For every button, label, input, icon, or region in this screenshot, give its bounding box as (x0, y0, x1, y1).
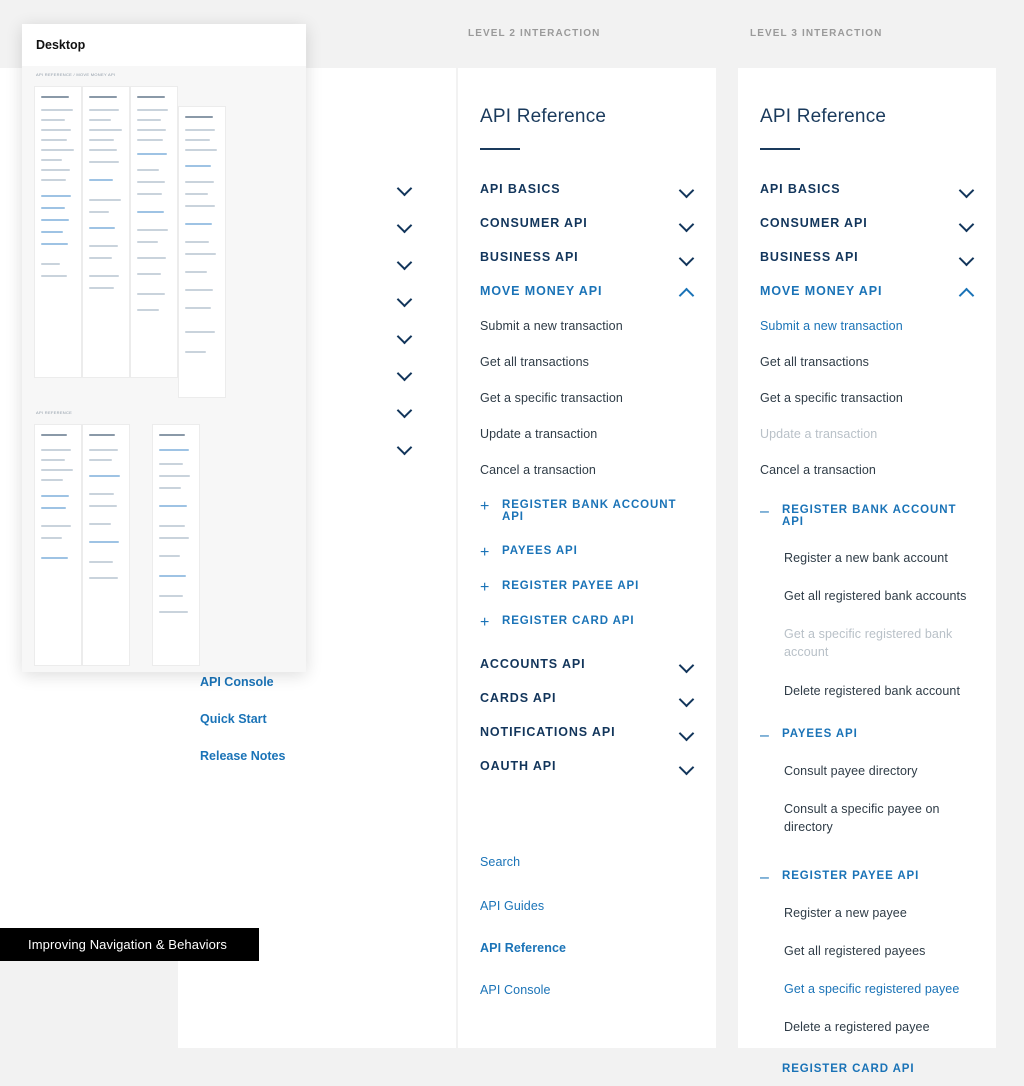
list-item-active[interactable]: Submit a new transaction (760, 319, 903, 333)
chevron-down-icon (398, 328, 412, 342)
thumbnail-page (82, 424, 130, 666)
list-item[interactable]: Delete registered bank account (784, 683, 961, 698)
list-item[interactable]: Get all transactions (760, 355, 869, 369)
subsection-payees-api[interactable] (480, 534, 694, 569)
chevron-down-icon (680, 657, 694, 671)
overlay-title: Desktop (36, 38, 86, 52)
chevron-down-icon (960, 182, 974, 196)
title-rule (480, 148, 520, 150)
chevron-up-icon (680, 284, 694, 298)
chevron-down-icon (680, 759, 694, 773)
list-item[interactable]: Get all registered bank accounts (784, 589, 967, 604)
list-item[interactable]: Update a transaction (480, 427, 598, 441)
footer-link-api-console[interactable]: API Console (200, 675, 274, 689)
footer-link-api-console[interactable]: API Console (480, 983, 551, 997)
list-item[interactable]: Delete a registered payee (784, 1020, 930, 1035)
thumbnail-group-bottom (22, 406, 306, 676)
thumbnail-page (130, 86, 178, 378)
chevron-down-icon (680, 182, 694, 196)
list-item[interactable]: Get all registered payees (784, 944, 926, 959)
section-label: MOVE MONEY API (480, 284, 603, 298)
section-label: BUSINESS API (480, 250, 579, 264)
chevron-down-icon (398, 180, 412, 194)
chevron-down-icon (398, 291, 412, 305)
thumbnail-page (152, 424, 200, 666)
list-item-active[interactable]: Get a specific registered payee (784, 982, 960, 997)
subsection-payees-api[interactable] (760, 710, 974, 752)
footer-link-release-notes[interactable]: Release Notes (200, 749, 286, 763)
chevron-down-icon (680, 216, 694, 230)
section-consumer-api[interactable] (480, 206, 694, 240)
thumbnail-page (82, 86, 130, 378)
chevron-down-icon (680, 725, 694, 739)
section-label: CARDS API (480, 691, 557, 705)
subsection-label: REGISTER BANK ACCOUNT API (502, 499, 677, 523)
list-item-disabled[interactable]: Get a specific registered bank account (784, 627, 953, 660)
panel-level3-inner (738, 68, 996, 1086)
subsection-label: REGISTER PAYEE API (502, 580, 640, 592)
minus-icon: – (760, 503, 769, 520)
thumbnail-caption: API REFERENCE / MOVE MONEY API (36, 72, 116, 77)
thumbnail-page (178, 106, 226, 398)
subsection-register-payee-api[interactable] (480, 569, 694, 604)
section-label: API BASICS (480, 182, 561, 196)
page-title-level3: API Reference (760, 106, 887, 127)
subsection-label: PAYEES API (782, 727, 858, 740)
thumbnail-page (34, 86, 82, 378)
section-api-basics[interactable] (760, 172, 974, 206)
subsection-register-bank-account-api[interactable] (480, 488, 694, 534)
section-api-basics[interactable] (480, 172, 694, 206)
chevron-down-icon (398, 365, 412, 379)
list-item-disabled[interactable]: Update a transaction (760, 427, 878, 441)
move-money-subsections (480, 488, 694, 639)
footer-links-level2 (480, 845, 694, 1007)
spacer (480, 639, 694, 647)
chevron-down-icon (680, 691, 694, 705)
list-item[interactable]: Register a new bank account (784, 551, 948, 565)
list-item[interactable]: Get a specific transaction (760, 391, 903, 405)
subsection-register-card-api[interactable] (480, 604, 694, 639)
thumbnail-page (34, 424, 82, 666)
plus-icon: + (480, 544, 490, 561)
section-label: API BASICS (760, 182, 841, 196)
subsection-label: REGISTER CARD API (782, 1062, 915, 1075)
subsection-register-bank-account-api[interactable] (760, 488, 974, 539)
column-label-level2: LEVEL 2 INTERACTION (468, 28, 601, 39)
list-item[interactable]: Submit a new transaction (480, 319, 623, 333)
list-item[interactable]: Cancel a transaction (480, 463, 596, 477)
subsection-register-payee-api[interactable] (760, 846, 974, 894)
chevron-down-icon (398, 254, 412, 268)
list-item[interactable]: Get all transactions (480, 355, 589, 369)
panel-level2 (458, 68, 716, 1048)
section-label: BUSINESS API (760, 250, 859, 264)
chevron-down-icon (398, 402, 412, 416)
chevron-down-icon (398, 439, 412, 453)
chevron-up-icon (960, 284, 974, 298)
minus-icon: – (760, 726, 769, 744)
section-label: NOTIFICATIONS API (480, 725, 616, 739)
footer-link-api-guides[interactable]: API Guides (480, 899, 545, 913)
move-money-items (480, 308, 694, 488)
chevron-down-icon (398, 217, 412, 231)
chevron-down-icon (680, 250, 694, 264)
section-notifications-api[interactable] (480, 715, 694, 749)
list-item[interactable]: Consult a specific payee on directory (784, 801, 940, 834)
section-label: CONSUMER API (760, 216, 868, 230)
list-item[interactable]: Cancel a transaction (760, 463, 876, 477)
section-oauth-api[interactable] (480, 749, 694, 783)
list-item[interactable]: Register a new payee (784, 906, 907, 920)
list-item[interactable]: Get a specific transaction (480, 391, 623, 405)
subsection-label: REGISTER CARD API (502, 615, 635, 627)
move-money-items (760, 308, 974, 488)
thumbnail-group-top (22, 66, 306, 406)
desktop-preview-overlay (22, 24, 306, 672)
page-title-level2: API Reference (480, 106, 607, 127)
section-label: MOVE MONEY API (760, 284, 883, 298)
panel-level2-inner (458, 68, 716, 1007)
section-business-api[interactable] (760, 240, 974, 274)
plus-icon: + (480, 498, 490, 515)
caption-text: Improving Navigation & Behaviors (28, 937, 228, 952)
title-rule (760, 148, 800, 150)
chevron-down-icon (960, 250, 974, 264)
section-label: ACCOUNTS API (480, 657, 586, 671)
chevron-down-icon (960, 216, 974, 230)
subsection-label: REGISTER BANK ACCOUNT API (782, 504, 957, 528)
plus-icon: + (480, 579, 490, 596)
section-move-money-api[interactable] (480, 274, 694, 308)
section-move-money-api[interactable] (760, 274, 974, 308)
section-consumer-api[interactable] (760, 206, 974, 240)
subsection-label: PAYEES API (502, 545, 578, 557)
footer-link-quick-start[interactable]: Quick Start (200, 712, 267, 726)
footer-link-search[interactable]: Search (480, 855, 521, 869)
thumbnail-caption: API REFERENCE (36, 410, 73, 415)
list-item[interactable]: Consult payee directory (784, 763, 918, 778)
overlay-header (22, 24, 306, 66)
section-label: OAUTH API (480, 759, 557, 773)
caption-bar (0, 928, 259, 961)
section-accounts-api[interactable] (480, 647, 694, 681)
panel-level3 (738, 68, 996, 1075)
plus-icon: + (480, 614, 490, 631)
minus-icon: – (760, 869, 769, 886)
subsection-label: REGISTER PAYEE API (782, 870, 920, 882)
section-business-api[interactable] (480, 240, 694, 274)
section-cards-api[interactable] (480, 681, 694, 715)
column-label-level3: LEVEL 3 INTERACTION (750, 28, 883, 39)
footer-link-api-reference[interactable]: API Reference (480, 941, 567, 955)
section-label: CONSUMER API (480, 216, 588, 230)
subsection-register-card-api[interactable] (760, 1047, 974, 1086)
